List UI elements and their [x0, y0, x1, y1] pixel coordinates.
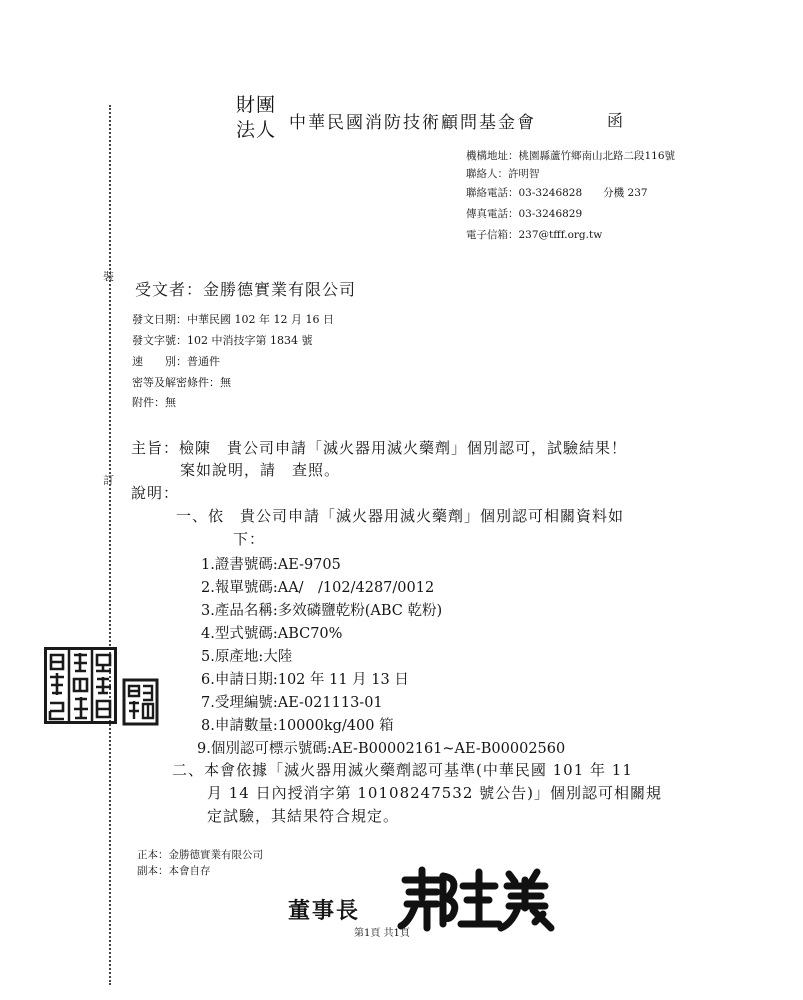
contact-email: 電子信箱：237@tfff.org.tw: [466, 229, 603, 241]
doc-type-suffix: 函: [607, 111, 624, 130]
binding-line: [109, 105, 111, 985]
org-type: [236, 93, 276, 143]
contact-phone: 聯絡電話：03-3246828 分機 237: [466, 187, 648, 199]
paragraph2-line3: 定試驗，其結果符合規定。: [207, 807, 400, 825]
item-product-name: 3.產品名稱:多效磷鹽乾粉(ABC 乾粉): [201, 603, 443, 619]
item-origin: 5.原產地:大陸: [201, 649, 293, 665]
reference-number: 發文字號：102 中消技字第 1834 號: [132, 334, 313, 347]
item-application-date: 6.申請日期:102 年 11 月 13 日: [201, 672, 409, 688]
subject-line1: 主旨：檢陳 貴公司申請「滅火器用滅火藥劑」個別認可，試驗結果！: [131, 439, 628, 457]
item-label-number: 9.個別認可標示號碼:AE-B00002161~AE-B00002560: [197, 741, 566, 757]
recipient: 受文者：金勝德實業有限公司: [135, 280, 357, 299]
contact-fax: 傳真電話：03-3246829: [466, 208, 583, 220]
chairman-signature: [397, 866, 567, 932]
item-acceptance-number: 7.受理編號:AE-021113-01: [201, 695, 383, 711]
official-seal: [44, 647, 160, 727]
org-type-line2: 法人: [236, 119, 277, 141]
item-declaration-number: 2.報單號碼:AA/ /102/4287/0012: [201, 580, 435, 596]
page-number: 第1頁 共1頁: [354, 928, 410, 939]
paragraph2-line2: 月 14 日內授消字第 10108247532 號公告)」個別認可相關規: [207, 784, 662, 802]
org-name: 中華民國消防技術顧問基金會: [289, 113, 536, 133]
attachment: 附件：無: [132, 396, 176, 409]
chairman-title: 董事長: [288, 898, 361, 924]
paragraph1-line1: 一、依 貴公司申請「滅火器用滅火藥劑」個別認可相關資料如: [176, 507, 625, 525]
item-certificate-number: 1.證書號碼:AE-9705: [201, 557, 341, 573]
delivery-speed: 速 別：普通件: [132, 355, 220, 368]
original-copy: 正本：金勝德實業有限公司: [137, 849, 263, 861]
paragraph2-line1: 二、本會依據「滅火器用滅火藥劑認可基準(中華民國 101 年 11: [172, 761, 633, 779]
contact-address: 機構地址：桃園縣蘆竹鄉南山北路二段116號: [466, 150, 676, 162]
issue-date: 發文日期：中華民國 102 年 12 月 16 日: [132, 313, 334, 326]
binding-mark-ding: 訂: [103, 474, 114, 487]
subject-line2: 案如說明，請 查照。: [180, 461, 341, 479]
binding-mark-zhuang: 裝: [103, 270, 114, 283]
org-type-line1: 財團: [236, 94, 277, 116]
item-quantity: 8.申請數量:10000kg/400 箱: [201, 718, 394, 734]
item-model-number: 4.型式號碼:ABC70%: [201, 626, 343, 642]
duplicate-copy: 副本：本會自存: [137, 865, 211, 877]
contact-person: 聯絡人：許明智: [466, 168, 540, 180]
security-level: 密等及解密條件：無: [132, 376, 231, 389]
explanation-label: 說明：: [131, 484, 180, 502]
paragraph1-line2: 下：: [233, 530, 266, 548]
